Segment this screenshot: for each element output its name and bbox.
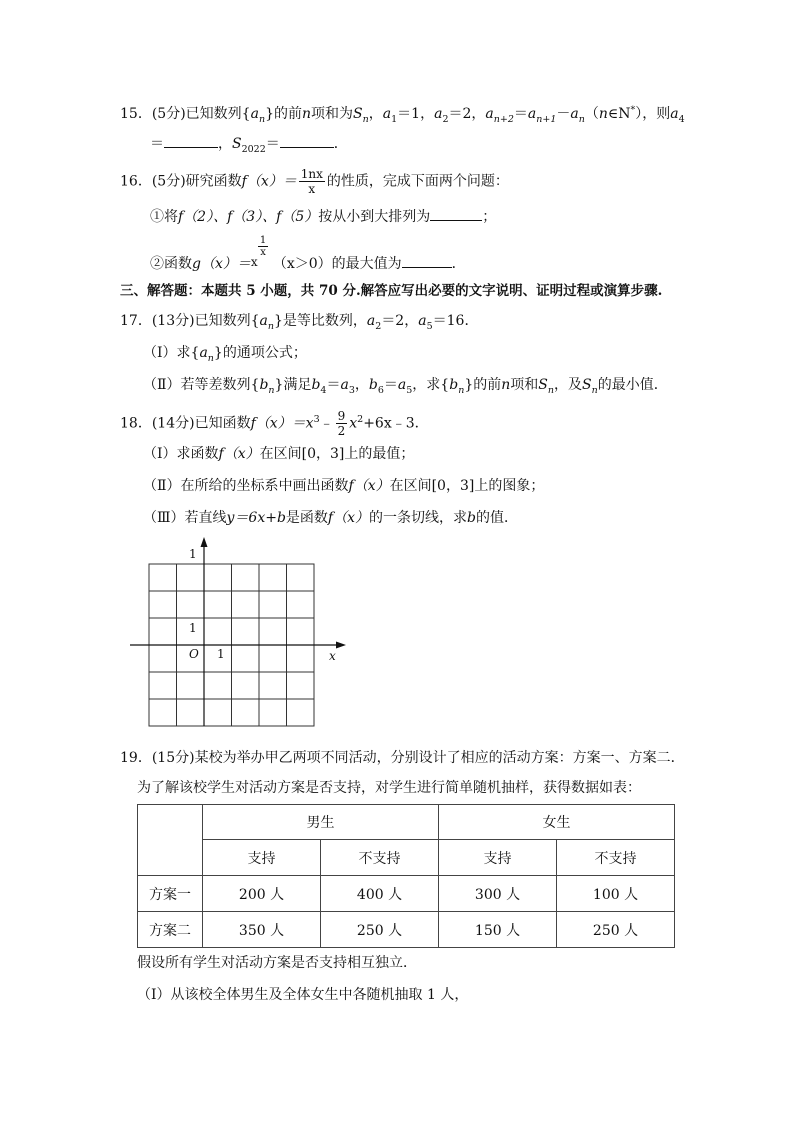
q19-line2: 为了解该校学生对活动方案是否支持，对学生进行简单随机抽样，获得数据如表： <box>137 780 641 796</box>
q17-number: 17 <box>120 313 138 329</box>
header-female: 女生 <box>439 805 675 840</box>
table-header-row <box>138 805 675 840</box>
q19-assumption: 假设所有学生对活动方案是否支持相互独立． <box>137 955 417 971</box>
axes <box>130 540 342 726</box>
q15-number: 15 <box>120 106 138 122</box>
table-cell: 400 人 <box>321 876 439 912</box>
table-cell: 250 人 <box>557 912 675 948</box>
q15-blank-a4[interactable] <box>164 147 218 148</box>
q16-line1: 16．(5分)研究函数f（x）＝ $\frac{1nx}{x}$ 的性质，完成下面两个问题： <box>120 167 509 196</box>
q16-part2: ②函数g（x）＝ x 1 x （x＞0）的最大值为 ． <box>150 235 466 272</box>
q19-score: (15分) <box>151 750 195 766</box>
q15-line1: 15．(5分)已知数列$\{a_n\}$的前n项和为$S_n$，$a_1=1$，$a_2=2$，$a_{n+2}=a_{n+1}-a_n(n\in N^*)$，则$a_4$ <box>120 104 685 125</box>
q16-score: (5分) <box>151 173 186 190</box>
table-cell: 300 人 <box>439 876 557 912</box>
table-cell: 150 人 <box>439 912 557 948</box>
y-axis-arrow <box>201 537 208 547</box>
q18-part3: （Ⅲ）若直线y＝6x+b是函数f（x）的一条切线，求b的值． <box>143 510 518 526</box>
y-top-label: 1 <box>189 547 197 561</box>
q17-part1: （Ⅰ）求$\{a_n\}$的通项公式； <box>143 345 307 364</box>
q17-score: (13分) <box>151 313 195 329</box>
table-cell: 250 人 <box>321 912 439 948</box>
table-cell: 350 人 <box>203 912 321 948</box>
q15-score: (5分) <box>151 106 186 122</box>
q16-fraction: $\frac{1nx}{x}$ <box>300 167 323 196</box>
survey-table <box>137 804 675 948</box>
q16-blank-order[interactable] <box>430 220 482 221</box>
table-cell: 200 人 <box>203 876 321 912</box>
q18-fraction: $\frac{9}{2}$ <box>337 409 346 438</box>
x-one-label: 1 <box>217 647 225 661</box>
row-label: 方案二 <box>138 912 203 948</box>
header-male: 男生 <box>203 805 439 840</box>
y-one-label: 1 <box>189 621 197 635</box>
subheader-cell: 不支持 <box>321 840 439 876</box>
q17-line1: 17．(13分)已知数列$\{a_n\}$是等比数列，$a_2=2$，$a_5=16$． <box>120 313 479 332</box>
q19-number: 19 <box>120 750 138 766</box>
q18-line1: 18．(14分)已知函数$f(x)=x^3﹣$ $\frac{9}{2}$ $x^2+6x﹣3$． <box>120 409 429 438</box>
origin-label: O <box>189 647 199 661</box>
table-cell: 100 人 <box>557 876 675 912</box>
q16-number: 16 <box>120 173 138 190</box>
q16-blank-max[interactable] <box>402 267 452 268</box>
q17-part2: （Ⅱ）若等差数列$\{b_n\}$满足$b_4=a_3$，$b_6=a_5$，求$\{b_n\}$的前n项和$S_n$，及$S_n$的最小值． <box>143 377 668 396</box>
q15-blank-s2022[interactable] <box>280 147 334 148</box>
subheader-cell: 支持 <box>203 840 321 876</box>
q16-part1: ①将f（2）、f（3）、f（5）按从小到大排列为 ； <box>150 209 497 225</box>
q18-number: 18 <box>120 415 138 432</box>
q19-part1: （Ⅰ）从该校全体男生及全体女生中各随机抽取 1 人， <box>137 987 469 1003</box>
q19-line1: 19．(15分)某校为举办甲乙两项不同活动，分别设计了相应的活动方案：方案一、方案二． <box>120 750 685 766</box>
q16-exponent: 1 x <box>259 235 267 258</box>
table-corner-cell <box>138 805 203 876</box>
table-subheader-row <box>138 840 675 876</box>
row-label: 方案一 <box>138 876 203 912</box>
q18-part2: （Ⅱ）在所给的坐标系中画出函数f（x）在区间[0，3]上的图象； <box>143 478 545 494</box>
subheader-cell: 不支持 <box>557 840 675 876</box>
q16-power: x 1 x <box>250 235 267 269</box>
section-three-header: 三、解答题：本题共 5 小题，共 70 分.解答应写出必要的文字说明、证明过程或演算步骤. <box>120 283 663 299</box>
table-row <box>138 876 675 912</box>
subheader-cell: 支持 <box>439 840 557 876</box>
q18-score: (14分) <box>151 415 195 432</box>
x-axis-arrow <box>336 642 346 649</box>
table-row <box>138 912 675 948</box>
q18-part1: （Ⅰ）求函数f（x）在区间[0，3]上的最值； <box>143 446 415 462</box>
x-axis-label: x <box>329 649 336 663</box>
q15-line2: ＝ ，$S_{2022}=$ ． <box>150 136 348 155</box>
coordinate-grid[interactable] <box>130 536 360 731</box>
